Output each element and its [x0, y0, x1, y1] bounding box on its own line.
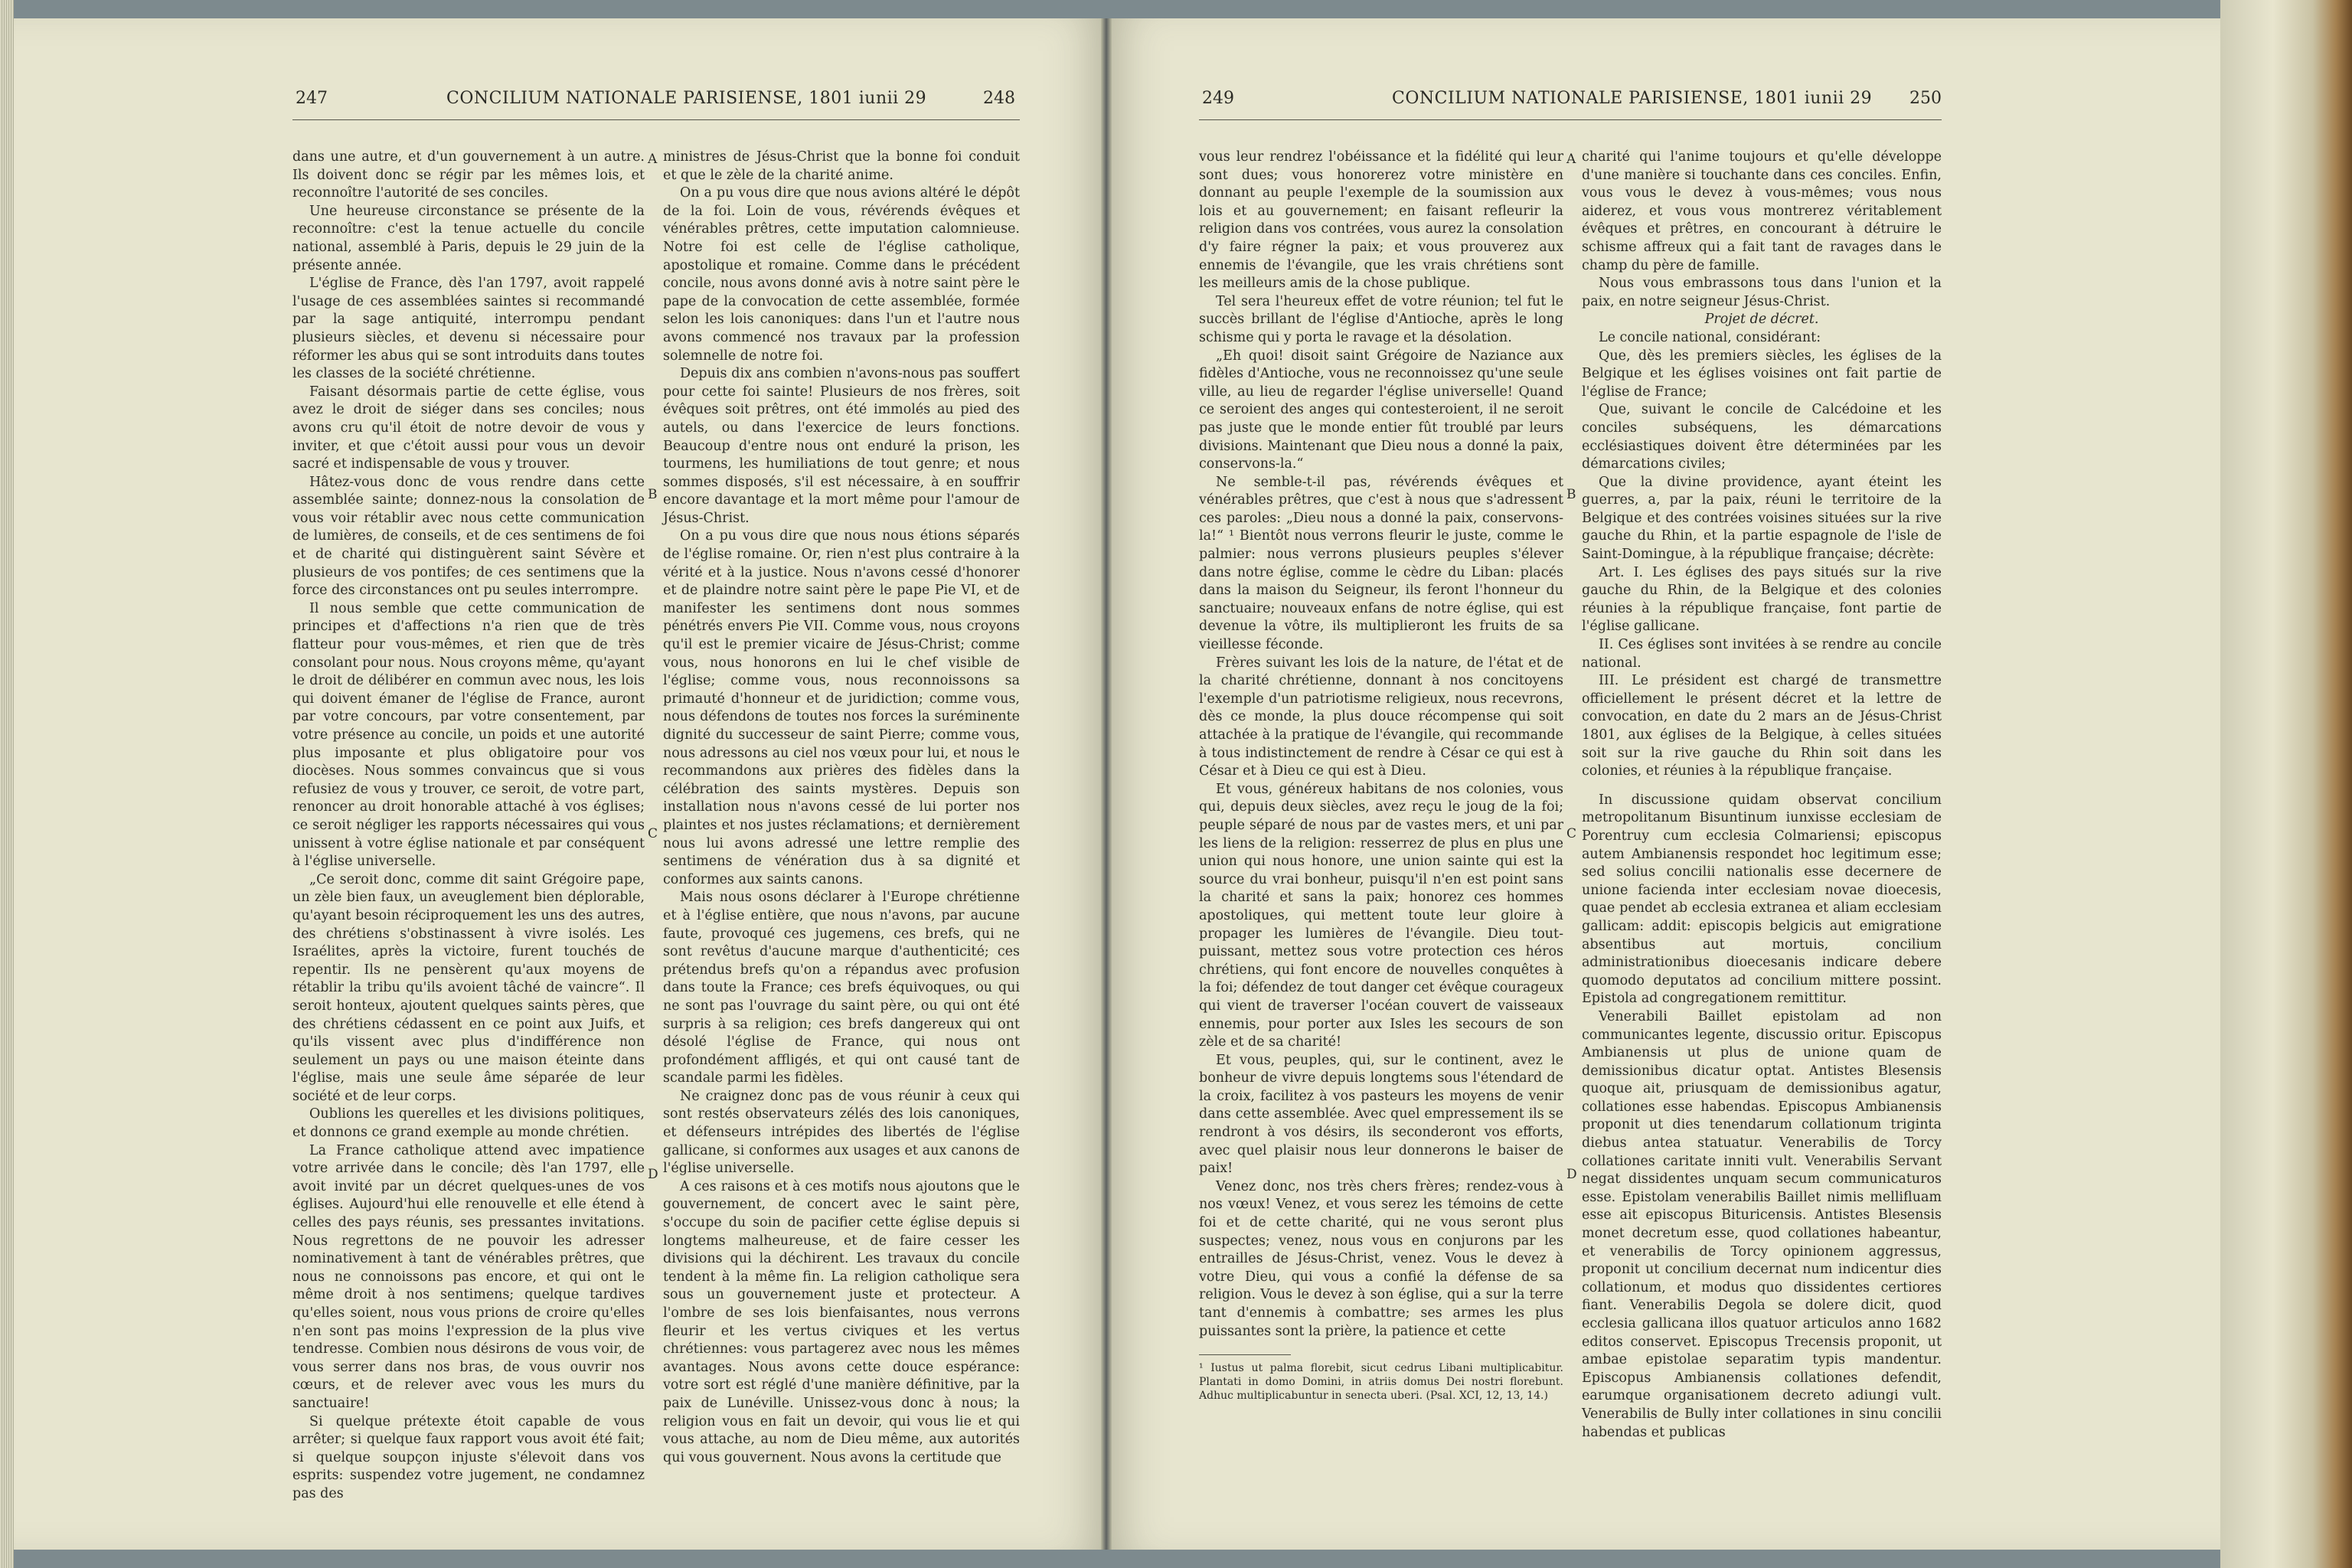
paragraph: ministres de Jésus-Christ que la bonne foi conduit et que le zèle de la charité anime.	[663, 149, 1020, 183]
paragraph: Depuis dix ans combien n'avons-nous pas souffert pour cette foi sainte! Plusieurs de nos frères, soit évêques soit prêtres, ont été immolés au pied des autels, ou dans l'exercice de leurs fonctions. Beaucoup d'entre nous ont enduré la prison, les tourmens, les humiliations de tout genre; et nous sommes disposés, s'il est nécessaire, à en souffrir encore davantage et la mort même pour l'amour de Jésus-Christ.	[663, 366, 1020, 526]
margin-letter-d: D	[648, 1167, 658, 1182]
paragraph: Mais nous osons déclarer à l'Europe chrétienne et à l'église entière, que nous n'avons, par aucune faute, provoqué ces jugemens, ces brefs, qui ne sont revêtus d'aucune marque d'authenticité; ces prétendus brefs qu'on a répandus avec profusion dans toute la France; ces brefs équivoques, ou qui ne sont pas l'ouvrage du saint père, ou qui ont été surpris à sa religion; ces brefs dangereux qui ont désolé l'église de France, qui nous ont profondément affligés, et qui ont causé tant de scandale parmi les fidèles.	[663, 890, 1020, 1086]
section-title: Projet de décret.	[1704, 312, 1819, 328]
book-binding-edge	[2220, 0, 2352, 1568]
page-edge-stack	[0, 0, 14, 1568]
paragraph: Il nous semble que cette communication de principes et d'affections n'a rien que de très flatteur pour vous-mêmes, et rien que de très consolant pour nous. Nous croyons même, qu'ayant le droit de délibérer en commun avec nous, les lois qui doivent émaner de l'église de France, auront par votre concours, par votre consentement, par votre présence au concile, un poids et une autorité plus imposante et plus obligatoire pour vos diocèses. Nous sommes convaincus que si vous refusiez de vous y trouver, ce seroit, de votre part, renoncer au droit honorable attaché à vos églises; ce seroit négliger les rapports nécessaires qui vous unissent à votre église nationale et par conséquent à l'église universelle.	[292, 600, 645, 870]
margin-letter-b: B	[648, 487, 658, 502]
paragraph: Ne craignez donc pas de vous réunir à ceux qui sont restés observateurs zélés des lois canoniques, et défenseurs intrépides des libertés de l'église gallicane, si conformes aux usages et aux canons de l'église universelle.	[663, 1088, 1020, 1177]
header-rule	[292, 119, 1020, 120]
page-number-247: 247	[296, 89, 328, 108]
column-2	[1582, 149, 1942, 1442]
column-2	[663, 149, 1020, 1467]
column-1	[1199, 149, 1563, 1403]
page-number-249: 249	[1202, 89, 1234, 108]
decree-article: II. Ces églises sont invitées à se rendre au concile national.	[1582, 637, 1942, 671]
column-1	[292, 149, 645, 1504]
decree-paragraph: Que, suivant le concile de Calcédoine et les conciles subséquens, les démarcations ecclésiastiques doivent être déterminées par les démarcations civiles;	[1582, 402, 1942, 472]
page-number-248: 248	[983, 89, 1015, 108]
paragraph: Frères suivant les lois de la nature, de l'état et de la charité chrétienne, donnant à nos concitoyens l'exemple d'un patriotisme religieux, nous recevrons, dès ce monde, la plus douce récompense qui soit attachée à la pratique de l'évangile, qui recommande à tous indistinctement de rendre à César ce qui est à César et à Dieu ce qui est à Dieu.	[1199, 655, 1563, 779]
paragraph: „Ce seroit donc, comme dit saint Grégoire pape, un zèle bien faux, un aveuglement bien déplorable, qu'ayant besoin réciproquement les uns des autres, des chrétiens s'obstinassent à vivre isolés. Les Israélites, après la victoire, furent touchés de repentir. Ils ne pensèrent qu'aux moyens de rétablir la tribu qu'ils avoient tâché de vaincre“. Il seroit honteux, ajoutent quelques saints pères, que des chrétiens cédassent en ce point aux Juifs, et qu'ils vissent avec plus d'indifférence non seulement un pays ou une maison éteinte dans l'église, mais une seule âme séparée de leur société et de leur corps.	[292, 871, 645, 1104]
paragraph: Oublions les querelles et les divisions politiques, et donnons ce grand exemple au monde chrétien.	[292, 1106, 645, 1141]
margin-letter-b: B	[1566, 487, 1576, 502]
paragraph: Et vous, généreux habitans de nos colonies, vous qui, depuis deux siècles, avez reçu le joug de la foi; peuple séparé de nous par de vastes mers, et uni par les liens de la religion: resserrez de plus en plus une union qui nous honore, une union sainte qui est la source du vrai bonheur, puisqu'il n'en est point sans la charité et sans la paix; honorez ces hommes apostoliques, qui mettent toute leur gloire à propager les lumières de l'évangile. Dieu tout-puissant, mettez sous votre protection ces héros chrétiens, qui font encore de nouvelles conquêtes à la foi; défendez de tout danger cet évêque courageux qui vient de traverser l'océan couvert de vaisseaux ennemis, pour porter aux Isles les secours de son zèle et de sa charité!	[1199, 781, 1563, 1050]
running-header: CONCILIUM NATIONALE PARISIENSE, 1801 iunii 29	[1392, 89, 1873, 108]
paragraph: Tel sera l'heureux effet de votre réunion; tel fut le succès brillant de l'église d'Antioche, après le long schisme qui y porta le ravage et la désolation.	[1199, 293, 1563, 345]
decree-article: III. Le président est chargé de transmettre officiellement le présent décret et la lettre de convocation, en date du 2 mars an de Jésus-Christ 1801, aux églises de la Belgique, à celles situées soit sur la rive gauche du Rhin soit dans les colonies, et réunies à la république française.	[1582, 673, 1942, 779]
latin-paragraph: In discussione quidam observat concilium metropolitanum Bisuntinum iunxisse ecclesiam de Porentruy cum ecclesia Colmariensi; episcopus autem Ambianensis respondet hoc legitimum esse; sed solius concilii nationalis esse decernere de unione facienda inter ecclesiam novae dioecesis, quae pendet ab ecclesia extranea et aliam ecclesiam gallicam: addit: episcopis belgicis aut emigratione absentibus aut mortuis, concilium administrationibus dioecesanis indicare debere quomodo deputatos ad concilium mittere possint. Epistola ad congregationem remittitur.	[1582, 792, 1942, 1007]
paragraph: On a pu vous dire que nous avions altéré le dépôt de la foi. Loin de vous, révérends évêques et vénérables prêtres, cette imputation calomnieuse. Notre foi est celle de l'église catholique, apostolique et romaine. Comme dans le précédent concile, nous avons donné avis à notre saint père le pape de la convocation de cette assemblée, formée selon les lois canoniques: dans l'un et l'autre nous avons commencé nos travaux par la profession solemnelle de notre foi.	[663, 185, 1020, 364]
paragraph: Si quelque prétexte étoit capable de vous arrêter; si quelque faux rapport vous avoit été fait; si quelque soupçon injuste s'élevoit dans vos esprits: suspendez votre jugement, ne condamnez pas des	[292, 1413, 645, 1501]
margin-letter-c: C	[1566, 826, 1577, 841]
margin-letter-a: A	[648, 152, 658, 167]
paragraph: vous leur rendrez l'obéissance et la fidélité qui leur sont dues; vous honorerez votre ministère en donnant au peuple l'exemple de la soumission aux lois et au gouvernement; en faisant refleurir la religion dans vos contrées, vous aurez la consolation d'y faire régner la paix; et vous prouverez aux ennemis de l'évangile, que les vrais chrétiens sont les meilleurs amis de la chose publique.	[1199, 149, 1563, 292]
decree-paragraph: Le concile national, considérant:	[1599, 329, 1821, 345]
paragraph: On a pu vous dire que nous nous étions séparés de l'église romaine. Or, rien n'est plus contraire à la vérité et à la justice. Nous n'avons cessé d'honorer et de plaindre notre saint père le pape Pie VI, et de manifester les sentimens dont nous sommes pénétrés envers Pie VII. Comme vous, nous croyons qu'il est le premier vicaire de Jésus-Christ; comme vous, nous honorons en lui le chef visible de l'église; comme vous, nous reconnoissons sa primauté d'honneur et de juridiction; comme vous, nous défendons de toutes nos forces la suréminente dignité du successeur de saint Pierre; comme vous, nous adressons au ciel nos vœux pour lui, et nous le recommandons aux prières des fidèles dans la célébration des saints mystères. Depuis son installation nous n'avons cessé de lui porter nos plaintes et nos justes réclamations; et dernièrement nous lui avons adressé une lettre remplie des sentimens de vénération dus à sa dignité et conformes aux saints canons.	[663, 528, 1020, 887]
paragraph: charité qui l'anime toujours et qu'elle développe d'une manière si touchante dans ces conciles. Enfin, vous vous le devez à vous-mêmes; vous nous aiderez, et vous vous montrerez véritablement évêques et prêtres, en concourant à détruire le schisme affreux qui a fait tant de ravages dans le champ du père de famille.	[1582, 149, 1942, 273]
paragraph: A ces raisons et à ces motifs nous ajoutons que le gouvernement, de concert avec le saint père, s'occupe du soin de pacifier cette église depuis si longtems malheureuse, et de faire cesser les divisions qui la déchirent. Les travaux du concile tendent à la même fin. La religion catholique sera sous un gouvernement juste et protecteur. A l'ombre de ses lois bienfaisantes, nous verrons fleurir et les vertus civiques et les vertus chrétiennes: vous partagerez avec nous les mêmes avantages. Nous avons cette douce espérance: votre sort est réglé d'une manière définitive, par la paix de Lunéville. Unissez-vous donc à nous; la religion vous en fait un devoir, qui vous lie et qui vous attache, au nom de Dieu même, aux autorités qui vous gouvernent. Nous avons la certitude que	[663, 1178, 1020, 1465]
decree-paragraph: Que la divine providence, ayant éteint les guerres, a, par la paix, réuni le territoire de la Belgique et des contrées voisines situées sur la rive gauche du Rhin, et la partie espagnole de l'isle de Saint-Domingue, à la république française; décrète:	[1582, 474, 1942, 563]
page-number-250: 250	[1909, 89, 1942, 108]
running-header: CONCILIUM NATIONALE PARISIENSE, 1801 iunii 29	[446, 89, 927, 108]
book-gutter	[1101, 18, 1112, 1550]
paragraph: Et vous, peuples, qui, sur le continent, avez le bonheur de vivre depuis longtems sous l'étendard de la croix, facilitez à vos pasteurs les moyens de venir dans cette assemblée. Avec quel empressement ils se rendront à vos désirs, ils seconderont vos efforts, avec quel plaisir nous leur donnerons le baiser de paix!	[1199, 1052, 1563, 1177]
header-rule	[1199, 119, 1942, 120]
paragraph: dans une autre, et d'un gouvernement à un autre. Ils doivent donc se régir par les mêmes lois, et reconnoître l'autorité de ses conciles.	[292, 149, 645, 201]
margin-letter-a: A	[1566, 152, 1576, 167]
paragraph: Ne semble-t-il pas, révérends évêques et vénérables prêtres, que c'est à nous que s'adressent ces paroles: „Dieu nous a donné la paix, conservons-la!“ ¹ Bientôt nous verrons fleurir le juste, comme le palmier: nous verrons plusieurs peuples s'élever dans notre église, comme le cèdre du Liban: placés dans la maison du Seigneur, ils feront l'honneur du sanctuaire; nouveaux enfans de notre église, qui est devenue la vôtre, ils multiplieront les fruits de sa vieillesse féconde.	[1199, 474, 1563, 653]
latin-paragraph: Venerabili Baillet epistolam ad non communicantes legente, discussio oritur. Episcopus Ambianensis ut plus de unione quam de demissionibus dicatur optat. Antistes Blesensis quoque ait, priusquam de demissionibus agatur, collationes esse habendas. Episcopus Ambianensis proponit ut dies tenendarum collationum triginta diebus antea statuatur. Venerabilis de Torcy collationes caritate inniti vult. Venerabilis Servant negat dissidentes unquam secum communicaturos esse. Epistolam venerabilis Baillet nimis mellifluam esse ait episcopus Bituricensis. Antistes Blesensis monet decretum esse, quod collationes habeantur, et venerabilis de Torcy opinionem aggressus, proponit ut concilium decernat num indicentur dies collationum, et modus quo dissidentes certiores fiant. Venerabilis Degola se dolere dicit, quod ecclesia gallicana illos quatuor articulos anno 1682 editos conservet. Episcopus Trecensis proponit, ut ambae epistolae separatim typis mandentur. Episcopus Ambianensis collationes defendit, earumque organisationem decreto adiungi vult. Venerabilis de Bully inter collationes in sinu concilii habendas et publicas	[1582, 1008, 1942, 1440]
paragraph: Venez donc, nos très chers frères; rendez-vous à nos vœux! Venez, et vous serez les témoins de cette foi et de cette charité, qui ne vous seront plus suspectes; venez, nous vous en conjurons par les entrailles de Jésus-Christ, venez. Vous le devez à votre Dieu, qui vous a confié la défense de sa religion. Vous le devez à son église, qui a sur la terre tant d'ennemis à combattre; ses armes les plus puissantes sont la prière, la patience et cette	[1199, 1178, 1563, 1339]
paragraph: „Eh quoi! disoit saint Grégoire de Naziance aux fidèles d'Antioche, vous ne reconnoissez qu'une seule ville, au lieu de regarder l'église universelle! Quand ce seroient des anges qui contesteroient, il ne seroit pas juste que le monde entier fût troublé par leurs divisions. Maintenant que Dieu nous a donné la paix, conservons-la.“	[1199, 348, 1563, 472]
paragraph: Hâtez-vous donc de vous rendre dans cette assemblée sainte; donnez-nous la consolation de vous voir rétablir avec nous cette communication de lumières, de conseils, et de ces sentimens de foi et de charité qui distinguèrent saint Sévère et plusieurs de vos pontifes; de ces sentimens que la force des circonstances ont pu seules interrompre.	[292, 474, 645, 599]
left-page	[14, 18, 1101, 1550]
decree-article: Art. I. Les églises des pays situés sur la rive gauche du Rhin, de la Belgique et des colonies réunies à la république française, font partie de l'église gallicane.	[1582, 564, 1942, 635]
decree-paragraph: Que, dès les premiers siècles, les églises de la Belgique et les églises voisines ont fait partie de l'église de France;	[1582, 348, 1942, 400]
paragraph: Faisant désormais partie de cette église, vous avez le droit de siéger dans ses conciles; nous avons cru qu'il étoit de notre devoir de vous y inviter, et que c'étoit aussi pour vous un devoir sacré et indispensable de vous y trouver.	[292, 384, 645, 472]
footnote: ¹ Iustus ut palma florebit, sicut cedrus Libani multiplicabitur. Plantati in domo Domini, in atriis domus Dei nostri florebunt. Adhuc multiplicabuntur in senecta uberi. (Psal. XCI, 12, 13, 14.)	[1199, 1362, 1563, 1403]
margin-letter-d: D	[1566, 1167, 1577, 1182]
paragraph: Une heureuse circonstance se présente de la reconnoître: c'est la tenue actuelle du concile national, assemblé à Paris, depuis le 29 juin de la présente année.	[292, 203, 645, 273]
footnote-rule	[1199, 1354, 1291, 1355]
margin-letter-c: C	[648, 826, 658, 841]
right-page	[1112, 18, 2220, 1550]
paragraph: Nous vous embrassons tous dans l'union et la paix, en notre seigneur Jésus-Christ.	[1582, 276, 1942, 309]
paragraph: L'église de France, dès l'an 1797, avoit rappelé l'usage de ces assemblées saintes si recommandé par la sage antiquité, interrompu pendant plusieurs siècles, et devenu si nécessaire pour réformer les abus qui se sont introduits dans toutes les classes de la société chrétienne.	[292, 276, 645, 382]
paragraph: La France catholique attend avec impatience votre arrivée dans le concile; dès l'an 1797, elle avoit invité par un décret quelques-unes de vos églises. Aujourd'hui elle renouvelle et elle étend à celles des pays réunis, ses pressantes invitations. Nous regrettons de ne pouvoir les adresser nominativement à tant de vénérables prêtres, que nous ne connoissons pas encore, et qui ont le même droit à nos sentimens; quelque tardives qu'elles soient, nous vous prions de croire qu'elles n'en sont pas moins l'expression de la plus vive tendresse. Combien nous désirons de vous voir, de vous serrer dans nos bras, de vous ouvrir nos cœurs, et de relever avec vous les murs du sanctuaire!	[292, 1142, 645, 1411]
